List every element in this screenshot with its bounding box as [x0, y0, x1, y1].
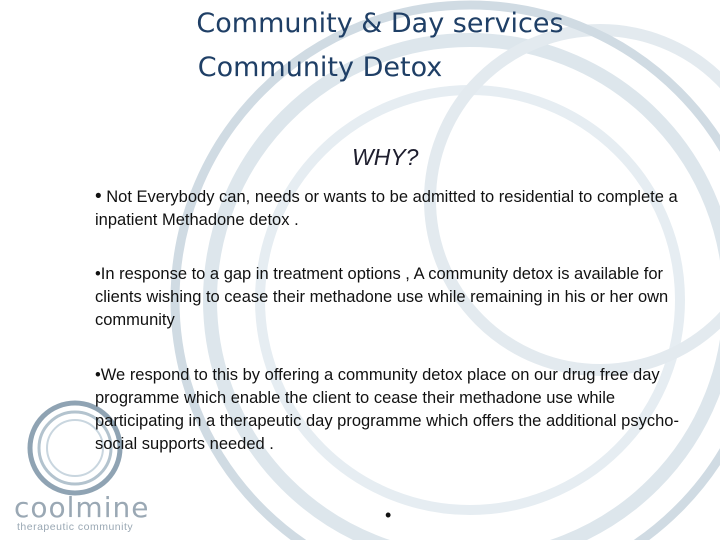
title-line-2: Community Detox: [197, 52, 443, 83]
logo-tagline: therapeutic community: [17, 521, 134, 533]
bullet-marker: •: [95, 186, 102, 207]
bullet-item-1: [95, 185, 695, 232]
bullet-marker: •: [95, 366, 101, 384]
bullet-text: In response to a gap in treatment options , A community detox is available for clients wishing to cease their methadone use while remaining in his or her own community: [95, 265, 669, 329]
logo-wordmark: coolmine: [14, 491, 150, 524]
coolmine-logo: [14, 491, 150, 533]
slide-title: [0, 2, 720, 90]
subtitle-why: WHY?: [352, 144, 419, 170]
bullet-item-3: [95, 364, 695, 456]
bullet-text: We respond to this by offering a community detox place on our drug free day programme which enable the client to cease their methadone use while participating in a therapeutic day programme which offers the additional psycho-social supports needed .: [95, 366, 679, 453]
bullet-marker: •: [95, 265, 101, 283]
empty-bullet-marker: •: [385, 505, 392, 525]
bullet-text: Not Everybody can, needs or wants to be admitted to residential to complete a inpatient Methadone detox .: [95, 188, 678, 229]
bullet-item-2: [95, 263, 695, 332]
title-line-1: Community & Day services: [196, 8, 564, 39]
